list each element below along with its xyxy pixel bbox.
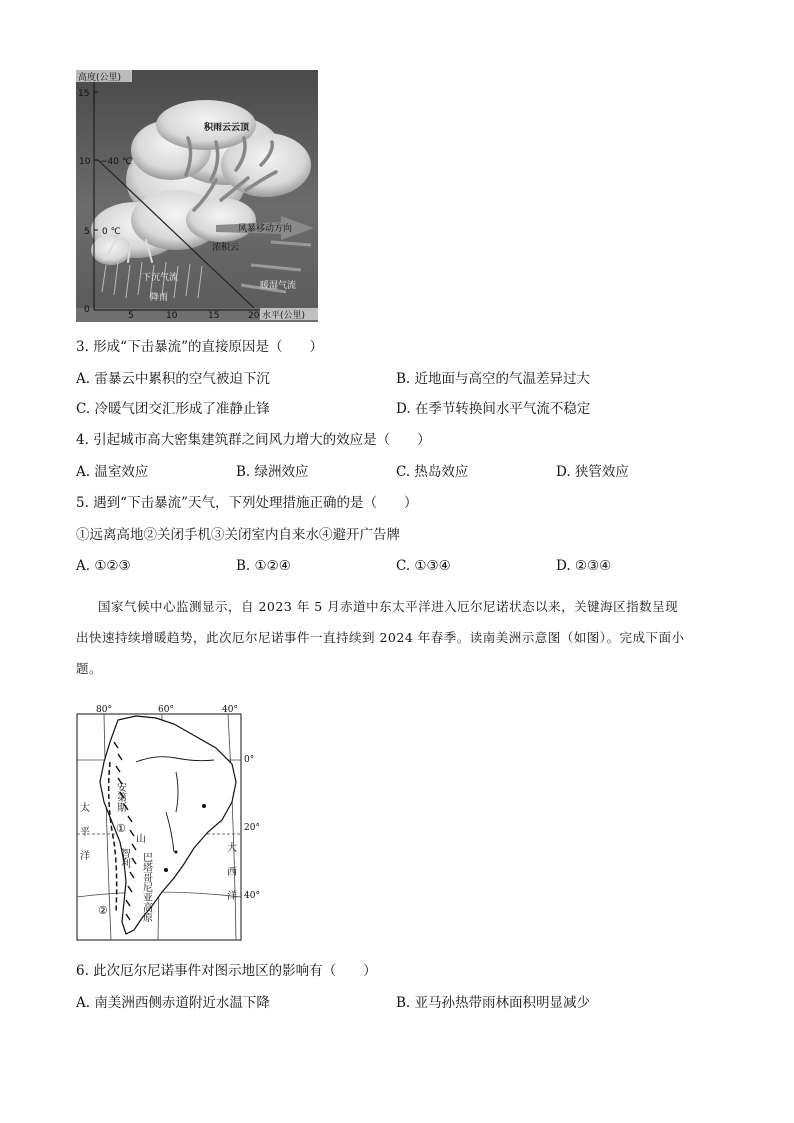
q5-stem: 5. 遇到“下击暴流”天气，下列处理措施正确的是（ ） bbox=[76, 495, 418, 511]
q4-stem: 4. 引起城市高大密集建筑群之间风力增大的效应是（ ） bbox=[76, 432, 431, 448]
x-tick-10: 10 bbox=[166, 311, 178, 321]
downburst-diagram bbox=[76, 70, 318, 322]
lat-label-0: 0° bbox=[244, 755, 255, 765]
q5-option-b[interactable]: B. ①②④ bbox=[236, 558, 291, 574]
q4-option-b[interactable]: B. 绿洲效应 bbox=[236, 464, 309, 480]
label-atlantic: 大西洋 bbox=[224, 842, 236, 914]
y-axis-label: 高度(公里) bbox=[78, 73, 122, 83]
x-axis-label: 水平(公里) bbox=[262, 311, 306, 321]
label-minus40: −40 ℃ bbox=[100, 157, 132, 167]
q4-option-d[interactable]: D. 狭管效应 bbox=[556, 464, 629, 480]
marker-2: ② bbox=[98, 904, 108, 917]
x-tick-20: 20 bbox=[248, 311, 260, 321]
label-pacific: 太平洋 bbox=[77, 802, 89, 874]
lon-label-60: 60° bbox=[158, 705, 174, 715]
y-tick-10: 10 bbox=[79, 157, 91, 167]
x-tick-5: 5 bbox=[128, 311, 134, 321]
lat-label-20: 20° bbox=[244, 823, 260, 833]
south-america-map bbox=[76, 702, 260, 942]
q5-option-a[interactable]: A. ①②③ bbox=[76, 558, 131, 574]
q5-statements: ①远离高地②关闭手机③关闭室内自来水④避开广告牌 bbox=[76, 527, 400, 543]
y-tick-0: 0 bbox=[84, 305, 90, 315]
lat-label-40: 40° bbox=[244, 891, 260, 901]
q4-option-c[interactable]: C. 热岛效应 bbox=[396, 464, 469, 480]
q6-option-a[interactable]: A. 南美洲西侧赤道附近水温下降 bbox=[76, 995, 270, 1011]
y-tick-5: 5 bbox=[84, 227, 90, 237]
q3-option-c[interactable]: C. 冷暖气团交汇形成了准静止锋 bbox=[76, 401, 270, 417]
x-tick-15: 15 bbox=[208, 311, 220, 321]
label-mountain: 山 bbox=[136, 834, 146, 845]
q3-option-b[interactable]: B. 近地面与高空的气温差异过大 bbox=[396, 371, 591, 387]
label-storm-direction: 风暴移动方向 bbox=[238, 224, 293, 234]
q3-option-a[interactable]: A. 雷暴云中累积的空气被迫下沉 bbox=[76, 371, 270, 387]
q4-option-a[interactable]: A. 温室效应 bbox=[76, 464, 149, 480]
passage-line-2: 出快速持续增暖趋势，此次厄尔尼诺事件一直持续到 2024 年春季。读南美洲示意图（如图）。完成下面小 bbox=[76, 630, 685, 645]
q6-option-b[interactable]: B. 亚马孙热带雨林面积明显减少 bbox=[396, 995, 591, 1011]
q3-stem: 3. 形成“下击暴流”的直接原因是（ ） bbox=[76, 339, 323, 355]
marker-1: ① bbox=[116, 822, 126, 835]
label-cumulus: 浓积云 bbox=[212, 243, 240, 253]
lon-label-80: 80° bbox=[96, 705, 112, 715]
q5-option-d[interactable]: D. ②③④ bbox=[556, 558, 612, 574]
label-warm-moist: 暖湿气流 bbox=[260, 281, 297, 291]
lon-label-40: 40° bbox=[222, 705, 238, 715]
passage-line-1: 国家气候中心监测显示，自 2023 年 5 月赤道中东太平洋进入厄尔尼诺状态以来，关键海区指数呈现 bbox=[98, 599, 679, 614]
y-tick-15: 15 bbox=[78, 89, 90, 99]
label-cloud-top: 积雨云云顶 bbox=[204, 123, 250, 133]
label-andes: 安第斯 bbox=[114, 782, 126, 812]
label-zero-degree: 0 ℃ bbox=[102, 227, 121, 237]
q6-stem: 6. 此次厄尔尼诺事件对图示地区的影响有（ ） bbox=[76, 963, 377, 979]
label-rain: 降雨 bbox=[150, 293, 169, 303]
label-chile: 智利 bbox=[118, 848, 130, 868]
label-downdraft: 下沉气流 bbox=[142, 273, 179, 283]
q3-option-d[interactable]: D. 在季节转换间水平气流不稳定 bbox=[396, 401, 591, 417]
q5-option-c[interactable]: C. ①③④ bbox=[396, 558, 451, 574]
passage-line-3: 题。 bbox=[76, 661, 103, 676]
label-patagonia: 巴塔哥尼亚高原 bbox=[140, 852, 152, 922]
